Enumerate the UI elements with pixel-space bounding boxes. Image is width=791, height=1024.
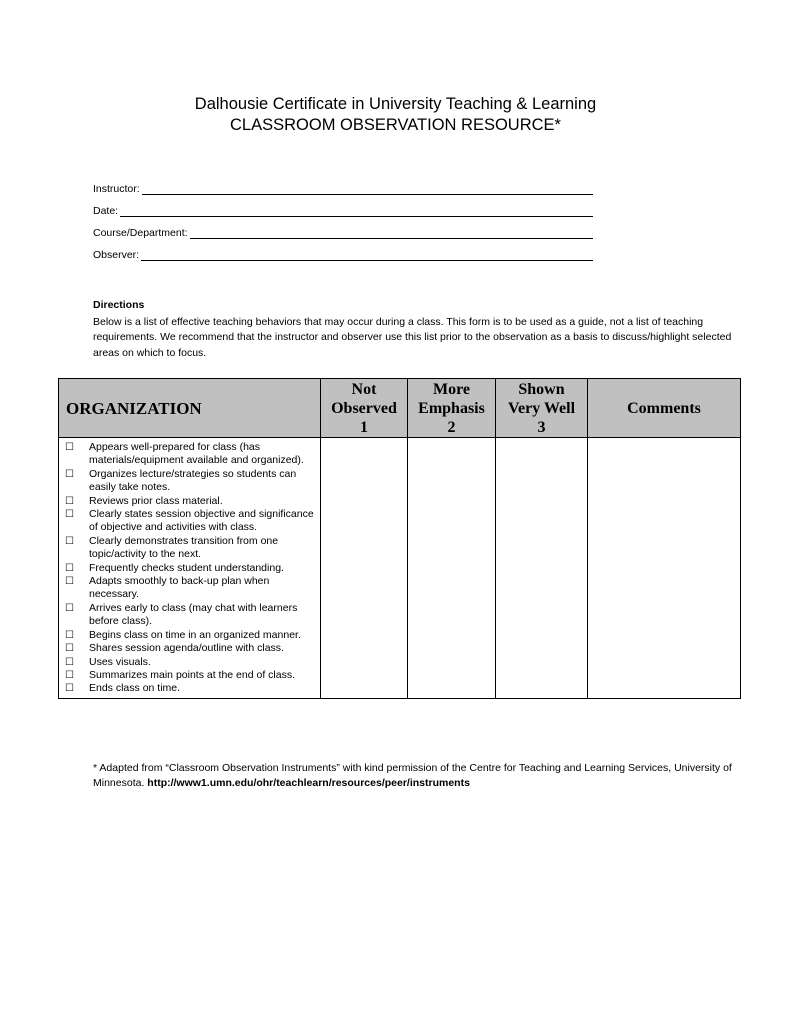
checkbox-icon[interactable]: ☐ [65, 669, 74, 681]
observer-label: Observer: [93, 249, 140, 261]
checkbox-icon[interactable]: ☐ [65, 683, 74, 695]
instructor-label: Instructor: [93, 183, 140, 195]
shown-very-well-header [496, 379, 588, 438]
more-emphasis-header-l3: 2 [447, 418, 456, 436]
list-item [59, 468, 320, 495]
comments-header: Comments [588, 379, 741, 438]
list-item-text: Adapts smoothly to back-up plan when necessary. [89, 575, 270, 601]
behavior-list-cell [59, 438, 321, 699]
checkbox-icon[interactable]: ☐ [65, 442, 74, 453]
list-item-text: Arrives early to class (may chat with learners before class). [89, 601, 298, 628]
more-emphasis-header-l2: Emphasis [418, 399, 485, 417]
list-item-text: Reviews prior class material. [89, 494, 223, 507]
document-title: Dalhousie Certificate in University Teaching & Learning [194, 95, 597, 113]
observer-field[interactable] [93, 247, 593, 261]
shown-very-well-header-l3: 3 [537, 418, 546, 436]
checkbox-icon[interactable]: ☐ [65, 643, 74, 655]
footnote-link[interactable]: http://www1.umn.edu/ohr/teachlearn/resources/peer/instruments [147, 777, 470, 789]
date-line[interactable] [120, 206, 593, 217]
directions-text: Below is a list of effective teaching behaviors that may occur during a class. This form is to be used as a guide, not a list of teaching requirements. We recommend that the instructor and observer use this list prior to the observation as a basis to discuss/highlight selected areas on which to focus. [93, 316, 732, 359]
list-item-text: Clearly states session objective and significance of objective and activities with class. [89, 508, 314, 534]
more-emphasis-header [408, 379, 496, 438]
list-item [59, 682, 320, 695]
list-item [59, 562, 320, 575]
footnote-text: * Adapted from “Classroom Observation Instruments” with kind permission of the Centre for Teaching and Learning Services, University of Minnesota. [93, 762, 732, 789]
date-label: Date: [93, 205, 119, 217]
section-heading: ORGANIZATION [59, 379, 321, 438]
not-observed-header-l3: 1 [360, 418, 368, 436]
comments-cell[interactable] [588, 438, 741, 699]
list-item-text: Begins class on time in an organized manner. [89, 628, 301, 641]
list-item-text: Clearly demonstrates transition from one topic/activity to the next. [89, 534, 279, 561]
not-observed-header-l2: Observed [331, 399, 397, 417]
list-item [59, 642, 320, 655]
list-item-text: Frequently checks student understanding. [89, 561, 284, 574]
behavior-list [59, 438, 320, 698]
checkbox-icon[interactable]: ☐ [65, 495, 74, 507]
list-item [59, 629, 320, 642]
list-item [59, 441, 320, 468]
directions-heading: Directions [93, 299, 145, 311]
shown-very-well-cell[interactable] [496, 438, 588, 699]
checkbox-icon[interactable]: ☐ [65, 576, 74, 588]
list-item-text: Uses visuals. [89, 655, 151, 668]
list-item-text: Organizes lecture/strategies so students can easily take notes. [89, 467, 297, 494]
list-item-text: Summarizes main points at the end of class. [89, 668, 296, 681]
list-item [59, 656, 320, 669]
not-observed-header-l1: Not [351, 380, 377, 398]
observation-table [58, 378, 741, 699]
document-subtitle: CLASSROOM OBSERVATION RESOURCE* [230, 116, 561, 134]
checkbox-icon[interactable]: ☐ [65, 656, 74, 668]
checkbox-icon[interactable]: ☐ [65, 562, 74, 574]
course-field[interactable] [93, 225, 593, 239]
checkbox-icon[interactable]: ☐ [65, 468, 74, 480]
instructor-field[interactable] [93, 181, 593, 195]
list-item [59, 669, 320, 682]
checkbox-icon[interactable]: ☐ [65, 509, 74, 521]
list-item-text: Ends class on time. [89, 682, 181, 695]
not-observed-header [321, 379, 408, 438]
not-observed-cell[interactable] [321, 438, 408, 699]
list-item [59, 602, 320, 629]
instructor-line[interactable] [142, 184, 593, 195]
list-item-text: Appears well-prepared for class (has materials/equipment available and organized). [89, 441, 304, 467]
list-item [59, 508, 320, 535]
shown-very-well-header-l2: Very Well [507, 399, 576, 417]
checkbox-icon[interactable]: ☐ [65, 602, 74, 614]
list-item [59, 575, 320, 602]
checkbox-icon[interactable]: ☐ [65, 629, 74, 641]
list-item [59, 535, 320, 562]
list-item-text: Shares session agenda/outline with class. [89, 642, 284, 655]
course-label: Course/Department: [93, 227, 188, 239]
more-emphasis-header-l1: More [432, 380, 470, 398]
course-line[interactable] [190, 228, 593, 239]
checkbox-icon[interactable]: ☐ [65, 535, 74, 547]
shown-very-well-header-l1: Shown [518, 380, 565, 398]
date-field[interactable] [93, 203, 593, 217]
list-item [59, 495, 320, 508]
observer-line[interactable] [141, 250, 593, 261]
more-emphasis-cell[interactable] [408, 438, 496, 699]
footnote [93, 761, 753, 791]
